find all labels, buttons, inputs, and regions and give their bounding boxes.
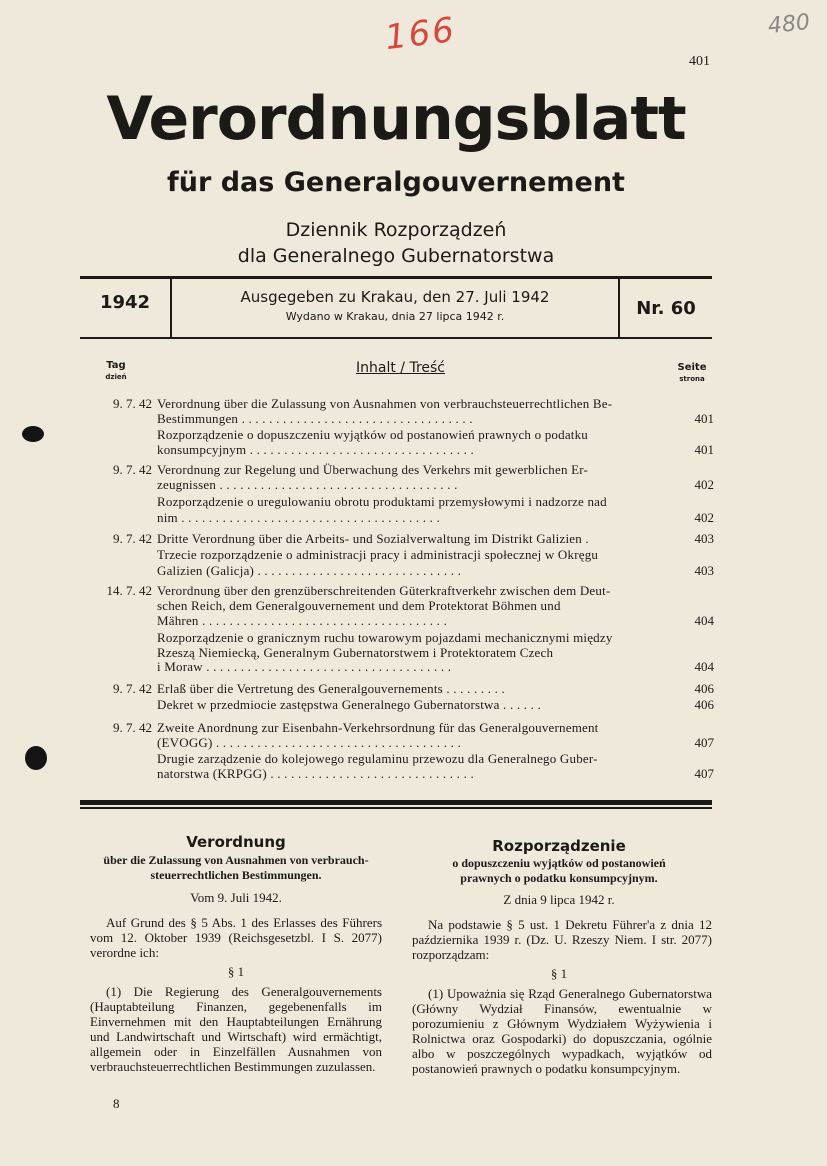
toc-line: schen Reich, dem Generalgouvernement und dem Protektorat Böhmen und <box>157 598 561 613</box>
toc-day-label-polish: dzień <box>105 373 127 381</box>
toc-line: natorstwa (KRPGG) . . . . . . . . . . . . . . . . . . . . . . . . . . . . . . <box>157 766 474 781</box>
toc-page-ref: 403 <box>694 563 714 578</box>
toc-page-ref: 402 <box>694 510 714 525</box>
red-archive-number: 166 <box>382 9 459 59</box>
polish-section-number: § 1 <box>550 966 568 981</box>
issue-number: Nr. 60 <box>636 298 696 319</box>
toc-page-ref: 404 <box>694 613 714 628</box>
toc-page-ref: 404 <box>694 659 714 674</box>
toc-entry-date: 9. 7. 42 <box>113 462 152 477</box>
sheet-number: 8 <box>113 1096 120 1111</box>
toc-page-ref: 401 <box>694 411 714 426</box>
toc-line: Galizien (Galicja) . . . . . . . . . . . . . . . . . . . . . . . . . . . . . . <box>157 563 462 578</box>
toc-line: Erlaß über die Vertretung des Generalgouvernements . . . . . . . . . <box>157 681 506 696</box>
toc-line: Bestimmungen . . . . . . . . . . . . . . . . . . . . . . . . . . . . . . . . . . <box>157 411 473 426</box>
german-date: Vom 9. Juli 1942. <box>190 890 282 905</box>
toc-page-ref: 406 <box>694 697 714 712</box>
toc-line: Verordnung über die Zulassung von Ausnahmen von verbrauchsteuerrechtlichen Be- <box>157 396 613 411</box>
german-preamble: Auf Grund des § 5 Abs. 1 des Erlasses des Führers vom 12. Oktober 1939 (Reichsgesetzbl. I S. 2077) verordne ich: <box>90 915 382 960</box>
german-section-number: § 1 <box>227 964 245 979</box>
toc-page-ref: 401 <box>694 442 714 457</box>
section-separator-thin <box>80 807 712 809</box>
german-paragraph-1: (1) Die Regierung des Generalgouvernements (Hauptabteilung Finanzen, gegebenenfalls im Einvernehmen mit den Hauptabteilungen Ernährung und Landwirtschaft und Wirtschaft) wird ermächtigt, allgemein oder in Einzelfällen Ausnahmen von verbrauchsteuerrechtlichen Bestimmungen zuzulassen. <box>90 984 382 1074</box>
punch-hole-mark <box>25 746 47 770</box>
toc-entry-date: 14. 7. 42 <box>106 583 152 598</box>
polish-heading: Rozporządzenie <box>492 837 626 855</box>
toc-line: Dritte Verordnung über die Arbeits- und Sozialverwaltung im Distrikt Galizien . <box>157 531 589 546</box>
toc-line: Trzecie rozporządzenie o administracji pracy i administracji społecznej w Okręgu <box>157 547 599 562</box>
toc-line: Rozporządzenie o granicznym ruchu towarowym pojazdami mechanicznymi między <box>157 630 613 645</box>
toc-line: Rozporządzenie o uregulowaniu obrotu produktami przemysłowymi i nadzorze nad <box>157 494 607 509</box>
german-heading: Verordnung <box>186 833 286 851</box>
section-separator-thick <box>80 800 712 805</box>
toc-line: (EVOGG) . . . . . . . . . . . . . . . . . . . . . . . . . . . . . . . . . . . . <box>157 735 461 750</box>
masthead-subtitle: für das Generalgouvernement <box>167 167 625 198</box>
toc-line: i Moraw . . . . . . . . . . . . . . . . . . . . . . . . . . . . . . . . . . . . <box>157 659 452 674</box>
toc-line: Rzeszą Niemiecką, Generalnym Gubernatorstwem i Protektoratem Czech <box>157 645 554 660</box>
toc-entry-date: 9. 7. 42 <box>113 396 152 411</box>
polish-subheading-1: o dopuszczeniu wyjątków od postanowień <box>452 856 666 870</box>
issue-year: 1942 <box>99 292 151 313</box>
toc-line: Verordnung über den grenzüberschreitenden Güterkraftverkehr zwischen dem Deut- <box>157 583 611 598</box>
toc-line: konsumpcyjnym . . . . . . . . . . . . . . . . . . . . . . . . . . . . . . . . . <box>157 442 474 457</box>
german-subheading-2: steuerrechtlichen Bestimmungen. <box>150 868 322 882</box>
pencil-archive-number: 480 <box>766 9 812 40</box>
polish-subheading-2: prawnych o podatku konsumpcyjnym. <box>460 871 658 885</box>
punch-hole-mark <box>22 426 44 442</box>
toc-line: nim . . . . . . . . . . . . . . . . . . . . . . . . . . . . . . . . . . . . . . <box>157 510 441 525</box>
issued-german: Ausgegeben zu Krakau, den 27. Juli 1942 <box>240 288 550 306</box>
toc-entry-date: 9. 7. 42 <box>113 531 152 546</box>
toc-line: Rozporządzenie o dopuszczeniu wyjątków od postanowień prawnych o podatku <box>157 427 589 442</box>
polish-title-line-2: dla Generalnego Gubernatorstwa <box>237 245 555 267</box>
masthead-title: Verordnungsblatt <box>106 84 686 154</box>
toc-page-label-polish: strona <box>679 375 705 383</box>
toc-line: Dekret w przedmiocie zastępstwa Generalnego Gubernatorstwa . . . . . . <box>157 697 541 712</box>
toc-day-label: Tag <box>106 360 126 371</box>
issued-polish: Wydano w Krakau, dnia 27 lipca 1942 r. <box>285 310 505 323</box>
toc-page-ref: 407 <box>694 766 714 781</box>
polish-title-line-1: Dziennik Rozporządzeń <box>285 219 507 241</box>
toc-line: Drugie zarządzenie do kolejowego regulaminu przewozu dla Generalnego Guber- <box>157 751 598 766</box>
issue-box-divider-left <box>170 278 172 338</box>
polish-paragraph-1: (1) Upoważnia się Rząd Generalnego Gubernatorstwa (Główny Wydział Finansów, ewentualnie w porozumieniu z Głównym Wydziałem Wyżywienia i Rolnictwa oraz Gospodarki) do dopuszczania, ogólnie albo w poszczególnych wypadkach, wyjątków od postanowień prawnych o podatku konsumpcyjnym. <box>412 986 712 1076</box>
toc-page-ref: 403 <box>694 531 714 546</box>
toc-entry-date: 9. 7. 42 <box>113 720 152 735</box>
polish-date: Z dnia 9 lipca 1942 r. <box>503 892 615 907</box>
toc-page-ref: 406 <box>694 681 714 696</box>
toc-line: Zweite Anordnung zur Eisenbahn-Verkehrsordnung für das Generalgouvernement <box>157 720 599 735</box>
toc-page-ref: 407 <box>694 735 714 750</box>
german-subheading-1: über die Zulassung von Ausnahmen von verbrauch- <box>103 853 369 867</box>
toc-title: Inhalt / Treść <box>356 360 445 376</box>
page-number: 401 <box>689 54 710 69</box>
toc-page-label: Seite <box>677 362 707 373</box>
toc-entry-date: 9. 7. 42 <box>113 681 152 696</box>
toc-line: zeugnissen . . . . . . . . . . . . . . . . . . . . . . . . . . . . . . . . . . . <box>157 477 458 492</box>
toc-line: Mähren . . . . . . . . . . . . . . . . . . . . . . . . . . . . . . . . . . . . <box>157 613 448 628</box>
issue-box-bottom-rule <box>80 337 712 339</box>
polish-preamble: Na podstawie § 5 ust. 1 Dekretu Führer'a z dnia 12 października 1939 r. (Dz. U. Rzeszy Niem. I str. 2077) rozporządzam: <box>412 917 712 962</box>
toc-page-ref: 402 <box>694 477 714 492</box>
toc-line: Verordnung zur Regelung und Überwachung des Verkehrs mit gewerblichen Er- <box>157 462 589 477</box>
